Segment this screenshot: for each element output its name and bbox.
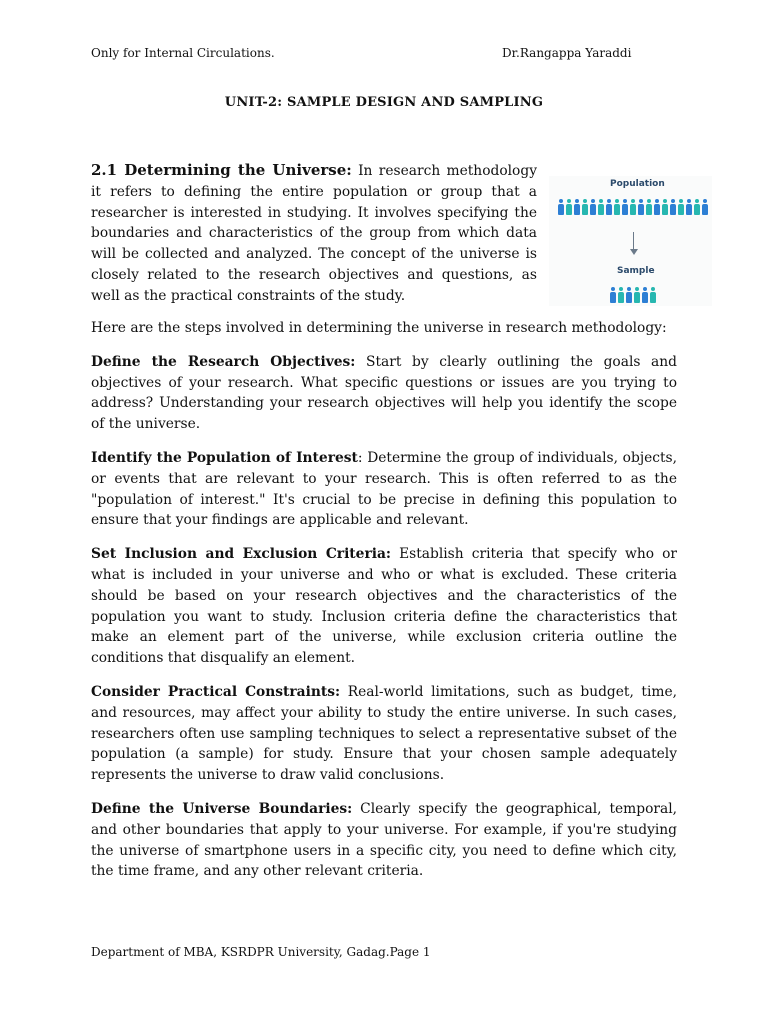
page-footer: Department of MBA, KSRDPR University, Gadag.Page 1 [91,945,431,959]
person-icon [662,199,668,215]
step-paragraph [91,448,677,531]
step-text: Real-world limitations, such as budget, time, and resources, may affect your ability to study the entire universe. In such cases, researchers often use sampling techniques to select a representative subset of the population (a sample) for study. Ensure that your chosen sample adequately represents the universe to draw valid conclusions. [91,683,677,784]
sample-label: Sample [617,266,655,276]
person-icon [558,199,564,215]
step-paragraph [91,544,677,669]
step-heading: Define the Research Objectives: [91,353,356,370]
body-text [91,318,677,895]
person-icon [566,199,572,215]
person-icon [598,199,604,215]
step-paragraph [91,352,677,435]
step-text: Establish criteria that specify who or what is included in your universe and who or what is excluded. These criteria should be based on your research objectives and the characteristics of the population you want to study. Inclusion criteria define the characteristics that make an element part of the universe, while exclusion criteria outline the conditions that disqualify an element. [91,546,678,667]
population-label: Population [610,179,665,189]
person-icon [622,199,628,215]
person-icon [634,287,640,303]
person-icon [574,199,580,215]
step-text: Start by clearly outlining the goals and objectives of your research. What specific questions or issues are you trying to address? Understanding your research objectives will help you identify the scope of the universe. [91,353,677,433]
person-icon [630,199,636,215]
person-icon [582,199,588,215]
page-title: UNIT-2: SAMPLE DESIGN AND SAMPLING [224,95,544,110]
person-icon [670,199,676,215]
person-icon [654,199,660,215]
person-icon [590,199,596,215]
population-people-row [558,199,708,215]
header-left: Only for Internal Circulations. [91,46,275,60]
person-icon [614,199,620,215]
step-text: Clearly specify the geographical, temporal, and other boundaries that apply to your universe. For example, if you're studying the universe of smartphone users in a specific city, you need to define which city, the time frame, and any other relevant criteria. [91,800,678,880]
person-icon [646,199,652,215]
person-icon [606,199,612,215]
person-icon [650,287,656,303]
person-icon [610,287,616,303]
person-icon [702,199,708,215]
sample-people-row [610,287,656,303]
person-icon [694,199,700,215]
step-paragraph [91,799,677,882]
intro-heading: 2.1 Determining the Universe: [91,161,352,179]
person-icon [638,199,644,215]
step-heading: Identify the Population of Interest [91,449,358,466]
step-paragraph [91,682,677,786]
person-icon [626,287,632,303]
steps-intro: Here are the steps involved in determining the universe in research methodology: [91,320,667,336]
header-right: Dr.Rangappa Yaraddi [502,46,632,60]
person-icon [678,199,684,215]
intro-paragraph [91,160,537,307]
person-icon [642,287,648,303]
step-heading: Define the Universe Boundaries: [91,800,353,817]
arrow-down-icon [630,249,638,255]
person-icon [618,287,624,303]
person-icon [686,199,692,215]
step-text: : Determine the group of individuals, objects, or events that are relevant to your research. This is often referred to as the "population of interest." It's crucial to be precise in defining this population to ensure that your findings are applicable and relevant. [91,449,677,529]
intro-text: In research methodology it refers to defining the entire population or group that a researcher is interested in studying. It involves specifying the boundaries and characteristics of the group from which data will be collected and analyzed. The concept of the universe is closely related to the research objectives and questions, as well as the practical constraints of the study. [91,163,537,304]
step-heading: Consider Practical Constraints: [91,683,341,700]
step-heading: Set Inclusion and Exclusion Criteria: [91,546,392,563]
